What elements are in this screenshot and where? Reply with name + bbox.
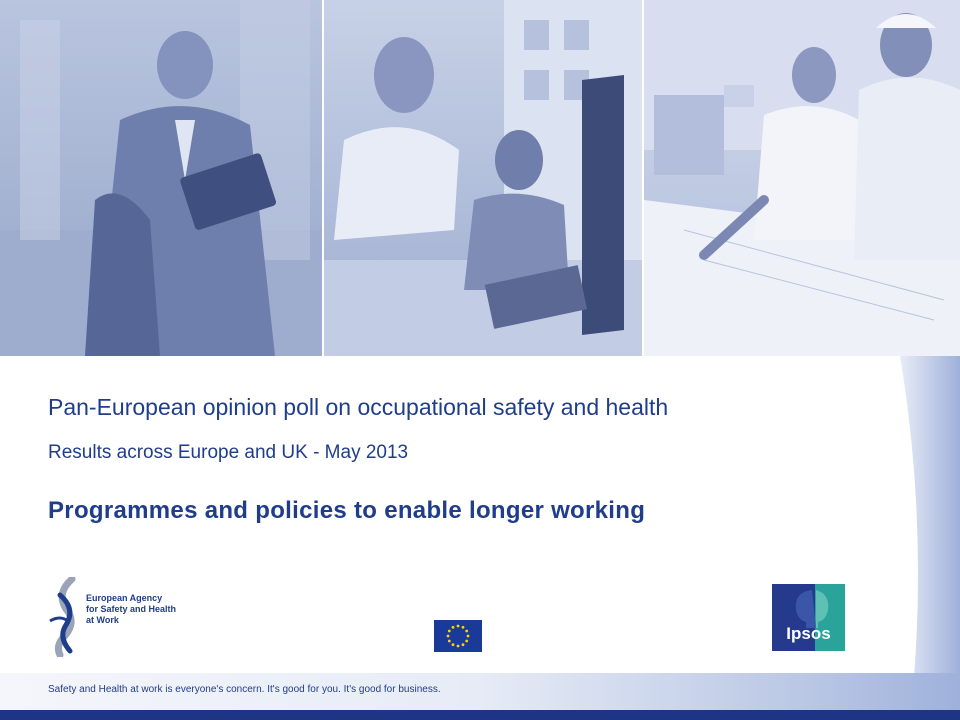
ipsos-logo bbox=[772, 584, 845, 651]
eu-osha-logo bbox=[46, 577, 176, 657]
office-workers-photo bbox=[324, 0, 642, 356]
osha-line-1: European Agency bbox=[86, 593, 163, 603]
construction-workers-photo bbox=[644, 0, 960, 356]
businessman-photo bbox=[0, 0, 322, 356]
osha-logo-text bbox=[86, 593, 178, 626]
page-subtitle: Results across Europe and UK - May 2013 bbox=[48, 442, 409, 463]
section-title: Programmes and policies to enable longer working bbox=[48, 497, 646, 524]
osha-line-3: at Work bbox=[86, 615, 119, 625]
ipsos-logo-text: Ipsos bbox=[786, 624, 831, 643]
osha-line-2: for Safety and Health bbox=[86, 604, 177, 614]
eu-flag-icon bbox=[434, 620, 482, 652]
photo-banner bbox=[0, 0, 960, 356]
page-title: Pan-European opinion poll on occupational safety and health bbox=[48, 394, 669, 420]
decorative-swoosh bbox=[900, 356, 960, 720]
eu-stars-icon bbox=[434, 620, 482, 652]
footer-tagline: Safety and Health at work is everyone's concern. It's good for you. It's good for business. bbox=[48, 684, 441, 695]
footer-bar bbox=[0, 710, 960, 720]
